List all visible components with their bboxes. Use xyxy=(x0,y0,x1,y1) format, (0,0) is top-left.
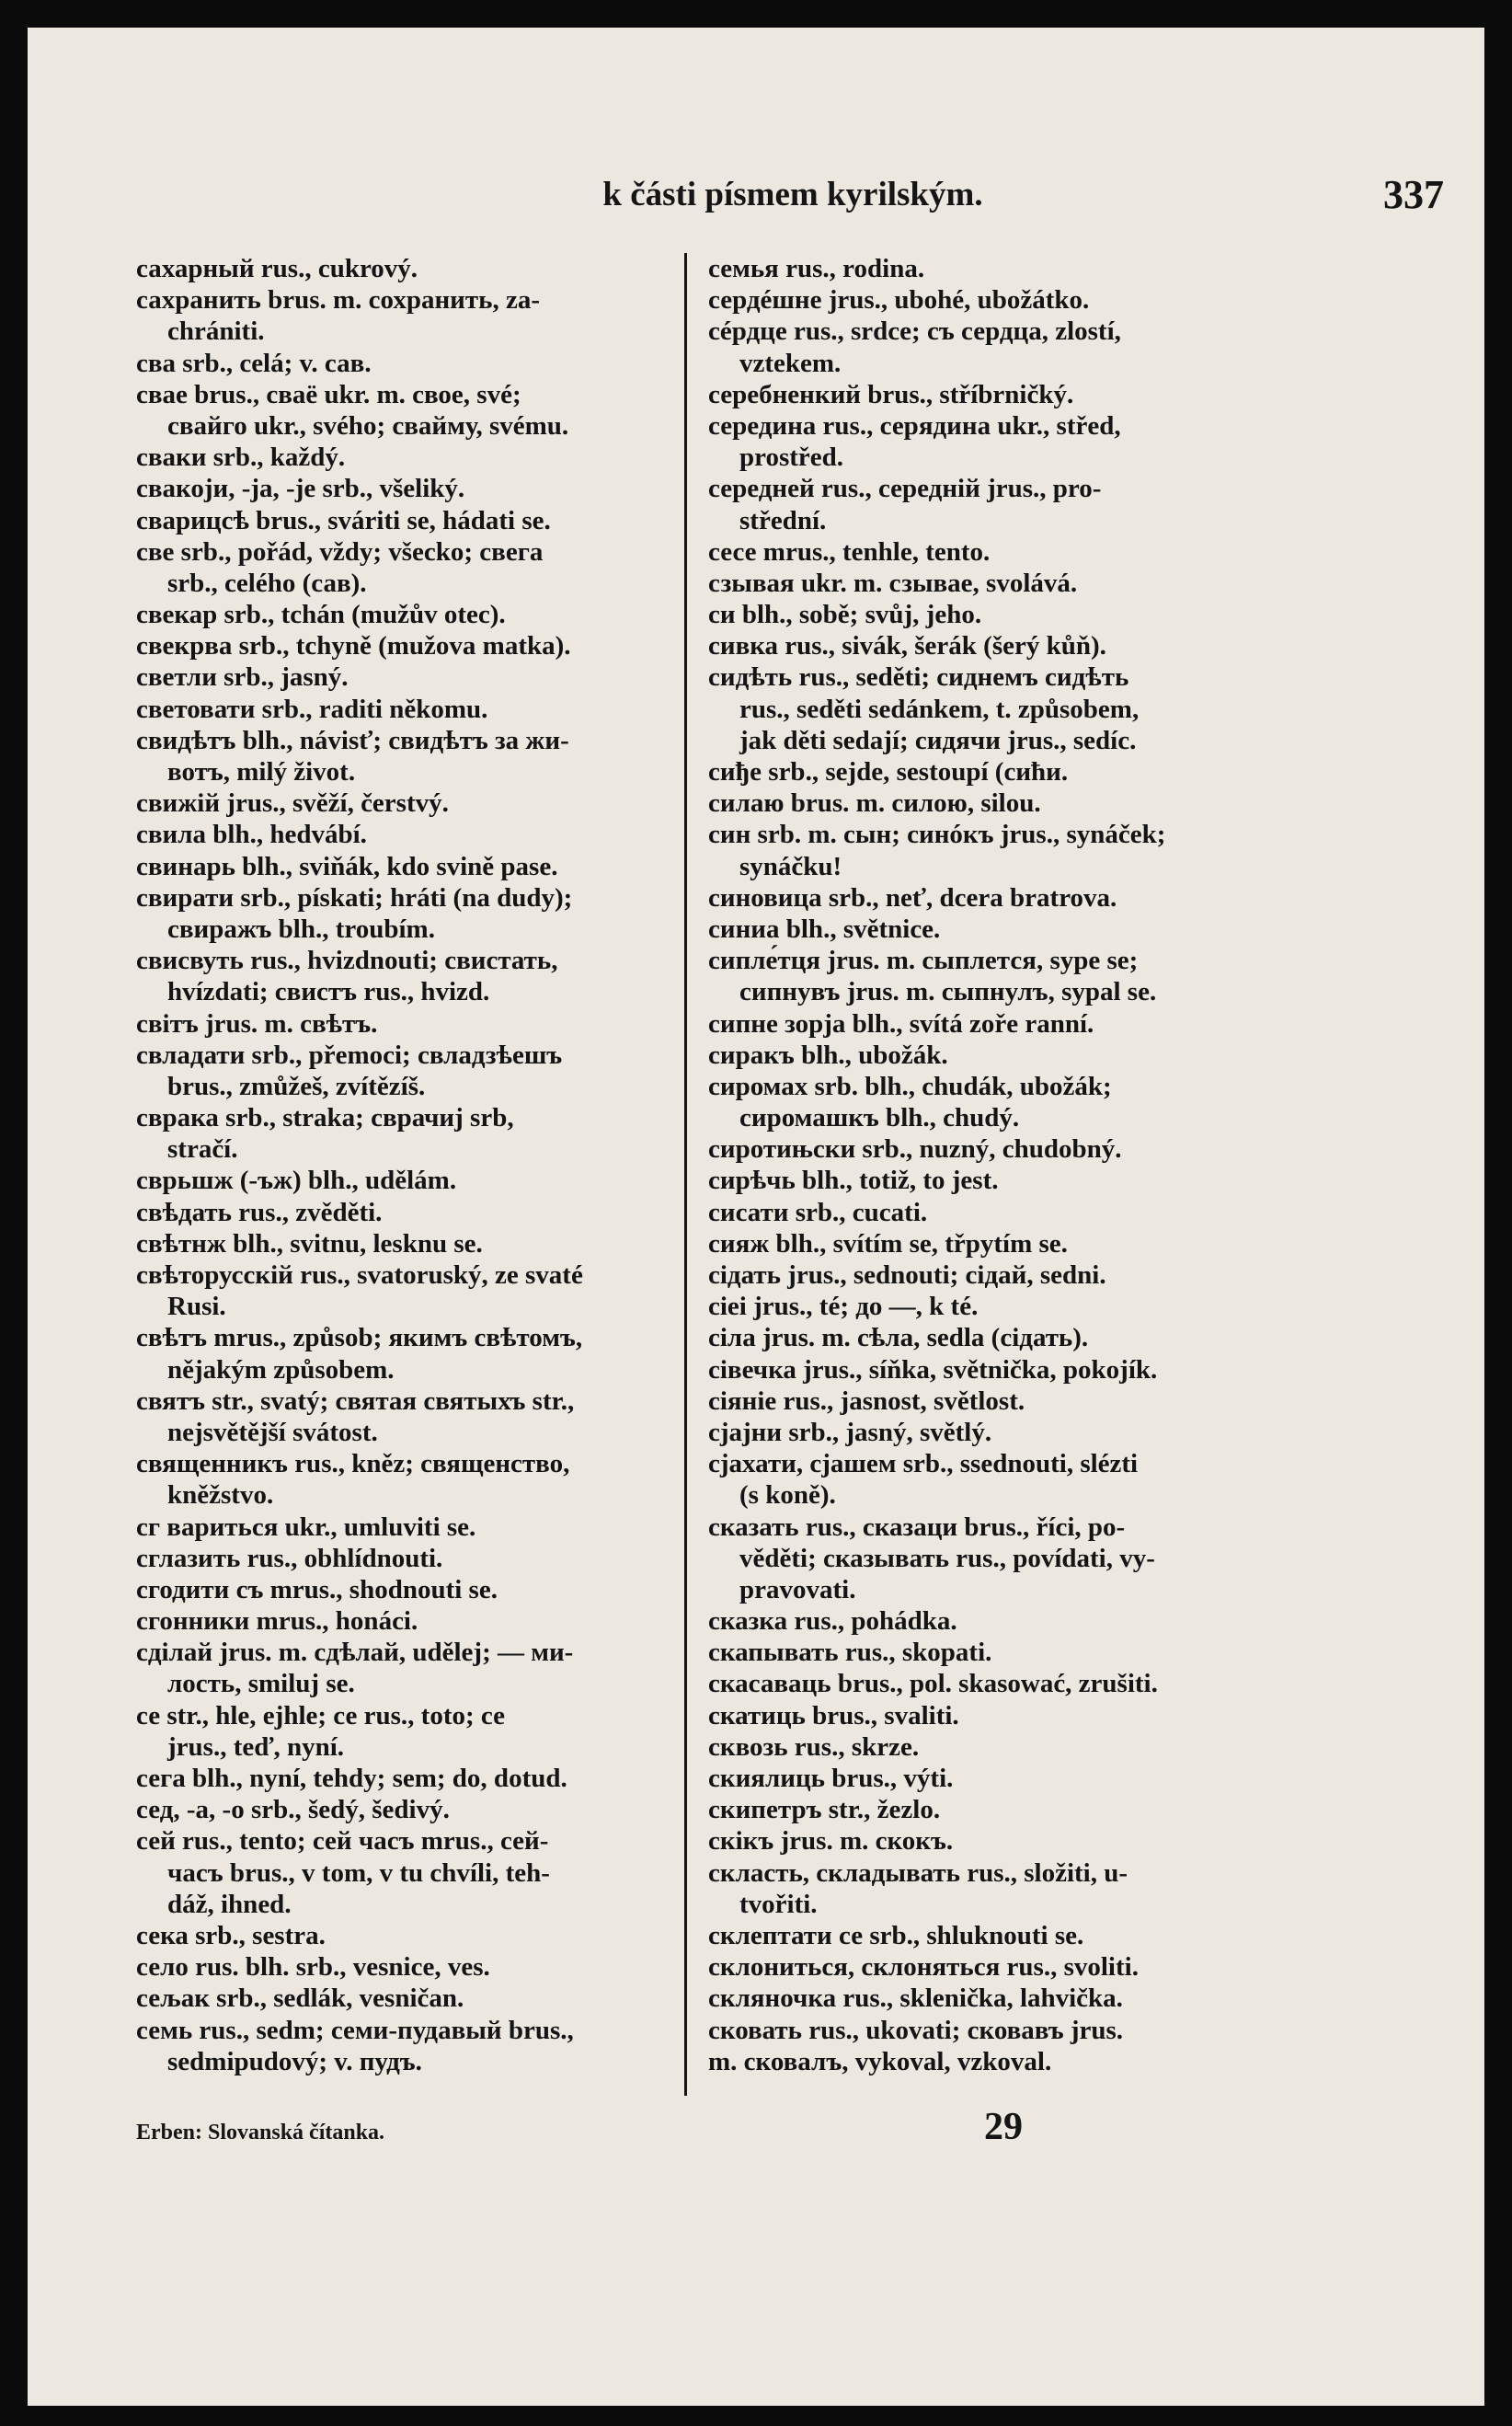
entry-line: силаю brus. m. силою, silou. xyxy=(708,788,1041,819)
entry-line: сділай jrus. m. сдѣлай, udělej; — ми- xyxy=(136,1638,574,1668)
entry-line: сврьшж (-ъж) blh., udělám. xyxy=(136,1166,457,1196)
entry-line: сгодити съ mrus., shodnouti se. xyxy=(136,1574,498,1604)
column-divider xyxy=(684,253,687,2096)
entry-line: часъ brus., v tom, v tu chvíli, teh- xyxy=(167,1857,550,1888)
entry-line: сисати srb., cucati. xyxy=(708,1197,928,1227)
entry-line: сиромах srb. blh., chudák, ubožák; xyxy=(708,1071,1112,1101)
entry-line: сказать rus., сказаци brus., říci, po- xyxy=(708,1512,1126,1542)
entry-line: свае brus., сваё ukr. m. свое, své; xyxy=(136,379,521,409)
entry-line: synáčku! xyxy=(739,851,842,881)
entry-line: jrus., teď, nyní. xyxy=(167,1731,345,1762)
entry-line: свинарь blh., sviňák, kdo svině pase. xyxy=(136,851,558,881)
entry-line: свиражъ blh., troubím. xyxy=(167,914,435,944)
entry-line: свекар srb., tchán (mužův otec). xyxy=(136,600,506,630)
entry-line: сваки srb., každý. xyxy=(136,443,346,473)
entry-line: све srb., pořád, vždy; všecko; свега xyxy=(136,536,544,567)
entry-line: сва srb., celá; v. сав. xyxy=(136,348,372,378)
entry-line: сквозь rus., skrze. xyxy=(708,1731,920,1762)
entry-line: chrániti. xyxy=(167,316,265,347)
entry-line: сега blh., nyní, tehdy; sem; do, dotud. xyxy=(136,1764,567,1793)
entry-line: vztekem. xyxy=(739,348,842,378)
entry-line: сиракъ blh., ubožák. xyxy=(708,1040,948,1070)
entry-line: семья rus., rodina. xyxy=(708,254,925,283)
entry-line: сипне зорја blh., svítá zoře ranní. xyxy=(708,1008,1094,1039)
entry-line: свижій jrus., svěží, čerstvý. xyxy=(136,788,449,819)
entry-line: свайго ukr., svého; свайму, svému. xyxy=(167,410,569,441)
footer-note: Erben: Slovanská čítanka. xyxy=(136,2121,385,2144)
entry-line: семь rus., sedm; семи-пудавый brus., xyxy=(136,2015,574,2045)
entry-line: сідать jrus., sednouti; сідай, sedni. xyxy=(708,1260,1106,1290)
entry-line: серебненкий brus., stříbrničký. xyxy=(708,379,1074,409)
entry-line: srb., celého (сав). xyxy=(167,568,367,598)
entry-line: сељак srb., sedlák, vesničan. xyxy=(136,1983,464,2014)
entry-line: Rusi. xyxy=(167,1292,226,1322)
entry-line: dáž, ihned. xyxy=(167,1889,292,1919)
entry-line: се str., hle, ejhle; се rus., toto; се xyxy=(136,1700,506,1730)
right-column xyxy=(708,253,1253,2077)
running-title: k části písmem kyrilským. xyxy=(602,176,983,213)
entry-line: свладати srb., přemoci; свладзѣешъ xyxy=(136,1040,563,1070)
entry-line: священникъ rus., kněz; священство, xyxy=(136,1449,570,1479)
entry-line: световати srb., raditi někomu. xyxy=(136,694,488,724)
entry-line: скипетръ str., žezlo. xyxy=(708,1795,941,1825)
entry-line: святъ str., svatý; святая святыхъ str., xyxy=(136,1385,575,1416)
entry-line: věděti; сказывать rus., povídati, vy- xyxy=(739,1543,1155,1573)
entry-line: сівечка jrus., síňka, světnička, pokojík. xyxy=(708,1354,1158,1385)
entry-line: сглазить rus., obhlídnouti. xyxy=(136,1543,443,1573)
entry-line: свѣторусскій rus., svatoruský, ze svaté xyxy=(136,1260,583,1290)
entry-line: сиђе srb., sejde, sestoupí (сићи. xyxy=(708,757,1069,787)
entry-line: střední. xyxy=(739,505,827,535)
entry-line: сека srb., sestra. xyxy=(136,1920,326,1950)
entry-line: свисвуть rus., hvizdnouti; свистать, xyxy=(136,946,558,976)
entry-line: вотъ, milý život. xyxy=(167,757,356,787)
entry-line: сей rus., tento; сей часъ mrus., сей- xyxy=(136,1826,549,1857)
entry-line: сіеі jrus., té; до —, k té. xyxy=(708,1292,979,1322)
entry-line: свѣтнж blh., svitnu, lesknu se. xyxy=(136,1228,483,1259)
entry-line: kněžstvo. xyxy=(167,1480,274,1511)
entry-line: скляночка rus., sklenička, lahvička. xyxy=(708,1983,1123,2014)
entry-line: сесе mrus., tenhle, tento. xyxy=(708,536,991,567)
entry-line: светли srb., jasný. xyxy=(136,662,349,693)
entry-line: свѣдать rus., zvěděti. xyxy=(136,1197,383,1227)
entry-line: свакоји, -ја, -је srb., všeliký. xyxy=(136,474,465,504)
entry-line: сед, -а, -о srb., šedý, šedivý. xyxy=(136,1795,450,1825)
entry-line: скікъ jrus. m. скокъ. xyxy=(708,1826,954,1857)
entry-line: синовица srb., neť, dcera bratrova. xyxy=(708,882,1117,913)
entry-line: сипнувъ jrus. m. сыпнулъ, sypal se. xyxy=(739,977,1157,1007)
entry-line: свекрва srb., tchyně (mužova matka). xyxy=(136,631,571,661)
entry-line: сивка rus., sivák, šerák (šerý kůň). xyxy=(708,631,1106,661)
entry-line: сéрдце rus., srdce; съ сердца, zlostí, xyxy=(708,316,1121,347)
page-header xyxy=(138,172,1448,230)
entry-line: світъ jrus. m. свѣтъ. xyxy=(136,1008,378,1039)
entry-line: сзывая ukr. m. сзывае, svolává. xyxy=(708,568,1078,598)
entry-line: скапывать rus., skopati. xyxy=(708,1638,992,1668)
entry-line: сипле́тця jrus. m. сыплется, sype se; xyxy=(708,946,1139,976)
entry-line: сердéшне jrus., ubohé, ubožátko. xyxy=(708,285,1090,316)
entry-line: prostřed. xyxy=(739,443,844,473)
entry-line: середней rus., середній jrus., pro- xyxy=(708,474,1102,504)
entry-line: свѣтъ mrus., způsob; якимъ свѣтомъ, xyxy=(136,1323,583,1353)
entry-line: nejsvětější svátost. xyxy=(167,1417,378,1447)
entry-line: село rus. blh. srb., vesnice, ves. xyxy=(136,1952,490,1983)
entry-line: rus., seděti sedánkem, t. způsobem, xyxy=(739,694,1140,724)
page-scan xyxy=(28,28,1484,2406)
entry-line: сгонники mrus., honáci. xyxy=(136,1606,418,1637)
entry-line: сахарный rus., cukrový. xyxy=(136,254,418,283)
entry-line: скласть, складывать rus., složiti, u- xyxy=(708,1857,1128,1888)
entry-line: свирати srb., pískati; hráti (na dudy); xyxy=(136,882,573,913)
entry-line: tvořiti. xyxy=(739,1889,818,1919)
entry-line: сіла jrus. m. сѣла, sedla (сідать). xyxy=(708,1323,1089,1353)
entry-line: скиялиць brus., výti. xyxy=(708,1764,954,1793)
entry-line: сјахати, сјашем srb., ssednouti, slézti xyxy=(708,1449,1139,1479)
entry-line: сиротињски srb., nuzný, chudobný. xyxy=(708,1134,1122,1165)
entry-line: сияж blh., svítím se, třpytím se. xyxy=(708,1228,1068,1259)
signature-mark: 29 xyxy=(984,2106,1023,2148)
entry-line: свидѣтъ blh., návisť; свидѣтъ за жи- xyxy=(136,725,569,755)
entry-line: m. сковалъ, vykoval, vzkoval. xyxy=(708,2046,1052,2076)
entry-line: stračí. xyxy=(167,1134,238,1165)
entry-line: си blh., sobě; svůj, jeho. xyxy=(708,600,982,630)
entry-line: лость, smiluj se. xyxy=(167,1669,355,1699)
entry-line: синиа blh., světnice. xyxy=(708,914,941,944)
entry-line: склептати се srb., shluknouti se. xyxy=(708,1920,1084,1950)
entry-line: сахранить brus. m. сохранить, za- xyxy=(136,285,540,316)
entry-line: сварицсѣ brus., sváriti se, hádati se. xyxy=(136,505,551,535)
entry-line: середина rus., серядина ukr., střed, xyxy=(708,410,1121,441)
entry-line: sedmipudový; v. пудъ. xyxy=(167,2046,422,2076)
entry-line: сиромашкъ blh., chudý. xyxy=(739,1103,1020,1133)
entry-line: склониться, склоняться rus., svoliti. xyxy=(708,1952,1139,1983)
entry-line: nějakým způsobem. xyxy=(167,1354,395,1385)
entry-line: свила blh., hedvábí. xyxy=(136,820,367,850)
entry-line: brus., zmůžeš, zvítězíš. xyxy=(167,1071,426,1101)
entry-line: сг вариться ukr., umluviti se. xyxy=(136,1512,476,1542)
entry-line: jak děti sedají; сидячи jrus., sedíc. xyxy=(739,725,1137,755)
entry-line: pravovati. xyxy=(739,1574,856,1604)
entry-line: сирѣчь blh., totiž, to jest. xyxy=(708,1166,999,1196)
left-column xyxy=(136,253,681,2077)
entry-line: сіяніе rus., jasnost, světlost. xyxy=(708,1385,1025,1416)
entry-line: сказка rus., pohádka. xyxy=(708,1606,957,1637)
entry-line: (s koně). xyxy=(739,1480,836,1511)
entry-line: син srb. m. сын; синóкъ jrus., synáček; xyxy=(708,820,1166,850)
entry-line: сковать rus., ukovati; сковавъ jrus. xyxy=(708,2015,1124,2045)
entry-line: скатиць brus., svaliti. xyxy=(708,1700,959,1730)
entry-line: сврака srb., straka; сврачиј srb, xyxy=(136,1103,514,1133)
entry-line: сјајни srb., jasný, světlý. xyxy=(708,1417,992,1447)
entry-line: сидѣть rus., seděti; сиднемъ сидѣть xyxy=(708,662,1129,693)
entry-line: hvízdati; свистъ rus., hvizd. xyxy=(167,977,490,1007)
page-number: 337 xyxy=(1383,172,1444,217)
entry-line: скасаваць brus., pol. skasować, zrušiti. xyxy=(708,1669,1158,1699)
